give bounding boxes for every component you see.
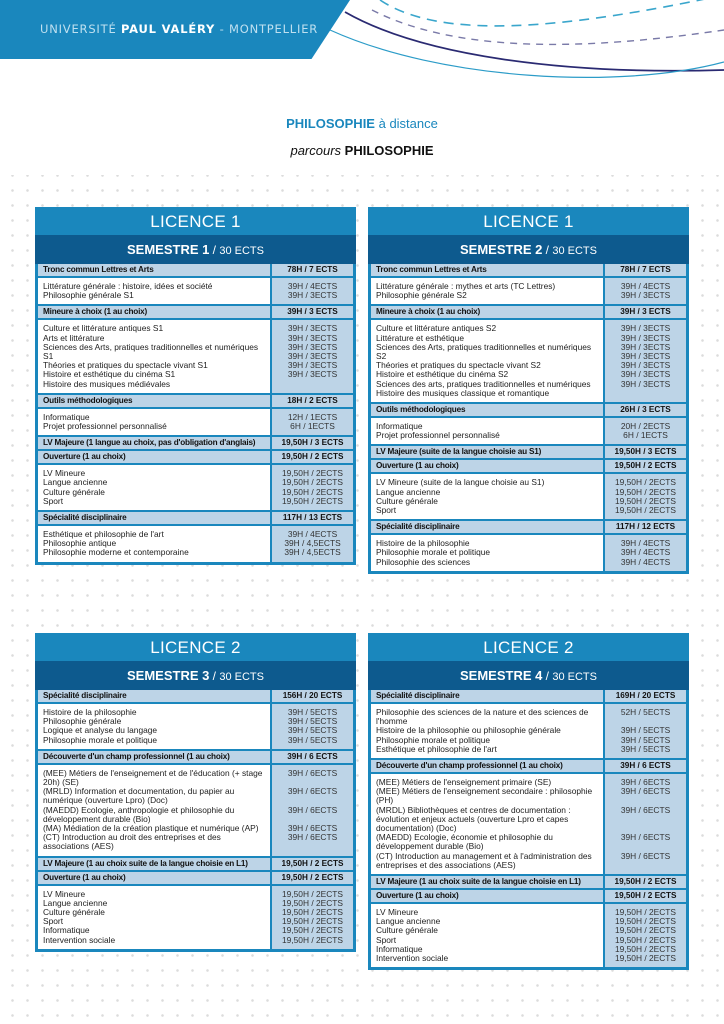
course-name: Sport bbox=[376, 934, 397, 945]
semester-title: SEMESTRE 3 / 30 ECTS bbox=[35, 661, 356, 690]
section-total: 19,50H / 2 ECTS bbox=[270, 872, 353, 884]
section-courses bbox=[38, 463, 353, 510]
course-name: Projet professionnel personnalisé bbox=[376, 430, 500, 441]
course-hours-ects: 39H / 3ECTS bbox=[620, 369, 671, 380]
section-header bbox=[38, 449, 353, 463]
course-list bbox=[371, 418, 603, 444]
semester-ects: 30 ECTS bbox=[552, 671, 597, 683]
section-title: LV Majeure (1 langue au choix, pas d'obligation d'anglais) bbox=[43, 438, 256, 448]
section-title: Mineure à choix (1 au choix) bbox=[376, 307, 481, 317]
course-name: Histoire de la philosophie ou philosophie générale bbox=[376, 725, 561, 736]
course-list bbox=[371, 774, 603, 874]
course-hours-ects: 19,50H / 2ECTS bbox=[282, 907, 343, 918]
course-hours-ects: 39H / 6ECTS bbox=[287, 804, 338, 815]
course-hours-ects: 39H / 6ECTS bbox=[620, 786, 671, 797]
section-header bbox=[371, 264, 686, 276]
course-name: (MRLD) Information et documentation, du papier au numérique (ouverture Lpro) (Doc) bbox=[43, 786, 235, 806]
section-header bbox=[38, 856, 353, 870]
course-name: Informatique bbox=[376, 421, 423, 432]
course-hours-ects: 39H / 5ECTS bbox=[620, 734, 671, 745]
course-list bbox=[38, 886, 270, 949]
section-title: Spécialité disciplinaire bbox=[43, 691, 127, 700]
course-hours-ects: 39H / 3ECTS bbox=[287, 360, 338, 371]
course-list bbox=[371, 474, 603, 519]
course-hours-ects: 39H / 5ECTS bbox=[287, 725, 338, 736]
course-hours-ects: 39H / 6ECTS bbox=[287, 832, 338, 843]
course-name: Histoire de la philosophie bbox=[376, 538, 470, 549]
course-values bbox=[603, 535, 686, 571]
section-header bbox=[371, 690, 686, 702]
section-header bbox=[38, 870, 353, 884]
semester-table bbox=[368, 207, 689, 574]
section-courses bbox=[371, 772, 686, 874]
course-list bbox=[38, 704, 270, 749]
course-hours-ects: 19,50H / 2ECTS bbox=[282, 486, 343, 497]
course-hours-ects: 39H / 3ECTS bbox=[620, 360, 671, 371]
course-name: Philosophie des sciences de la nature et des sciences de l'homme bbox=[376, 707, 589, 727]
section-header bbox=[371, 444, 686, 458]
course-list bbox=[38, 320, 270, 392]
course-values bbox=[603, 278, 686, 304]
course-hours-ects: 39H / 5ECTS bbox=[620, 743, 671, 754]
course-name: Histoire de la philosophie bbox=[43, 707, 137, 717]
section-total: 169H / 20 ECTS bbox=[603, 690, 686, 702]
course-values bbox=[603, 774, 686, 874]
section-header bbox=[371, 402, 686, 416]
course-hours-ects: 39H / 4ECTS bbox=[620, 281, 671, 291]
course-name: Philosophie moderne et contemporaine bbox=[43, 547, 189, 558]
course-name: Informatique bbox=[43, 925, 90, 936]
semester-name: SEMESTRE 3 bbox=[126, 668, 210, 683]
course-name: (MEE) Métiers de l'enseignement et de l'éducation (+ stage 20h) (SE) bbox=[43, 767, 263, 788]
course-name: Sciences des Arts, pratiques traditionnelles et numériques S2 bbox=[376, 341, 592, 362]
course-name: Théories et pratiques du spectacle vivant S1 bbox=[43, 360, 208, 371]
course-name: Philosophie générale S1 bbox=[43, 290, 134, 301]
course-hours-ects: 39H / 6ECTS bbox=[287, 822, 338, 833]
course-hours-ects: 19,50H / 2ECTS bbox=[615, 505, 676, 515]
course-hours-ects: 39H / 3ECTS bbox=[287, 369, 338, 380]
course-hours-ects: 39H / 3ECTS bbox=[620, 341, 671, 352]
section-courses bbox=[371, 902, 686, 967]
course-name: Sciences des arts, pratiques traditionnelles et numériques bbox=[376, 378, 591, 389]
course-name: Sciences des Arts, pratiques traditionnelles et numériques S1 bbox=[43, 341, 259, 362]
section-header bbox=[371, 304, 686, 318]
course-name: Philosophie des sciences bbox=[376, 556, 471, 567]
course-name: LV Mineure bbox=[43, 888, 86, 899]
university-prefix: UNIVERSITÉ bbox=[40, 22, 121, 36]
course-hours-ects: 39H / 4ECTS bbox=[620, 556, 671, 567]
parcours-title bbox=[0, 143, 724, 158]
course-name: Culture et littérature antiques S1 bbox=[43, 323, 164, 334]
section-title: Découverte d'un champ professionnel (1 au choix) bbox=[43, 751, 230, 761]
course-hours-ects: 39H / 3ECTS bbox=[620, 290, 671, 301]
course-list bbox=[371, 535, 603, 571]
course-name: Informatique bbox=[43, 411, 90, 422]
course-name: Philosophie morale et politique bbox=[43, 734, 158, 745]
licence-title: LICENCE 2 bbox=[150, 638, 241, 657]
course-name: Littérature générale : mythes et arts (TC Lettres) bbox=[376, 281, 556, 291]
course-name: (CT) Introduction au management et à l'administration des entreprises et des associations (AES) bbox=[376, 850, 592, 870]
section-total: 117H / 12 ECTS bbox=[603, 521, 686, 533]
university-suffix: - MONTPELLIER bbox=[215, 22, 319, 36]
semester-name: SEMESTRE 4 bbox=[459, 668, 543, 683]
section-total: 18H / 2 ECTS bbox=[270, 395, 353, 407]
course-name: Histoire et esthétique du cinéma S2 bbox=[376, 369, 509, 380]
section-title: LV Majeure (suite de la langue choisie au S1) bbox=[376, 447, 542, 457]
course-name: Esthétique et philosophie de l'art bbox=[376, 743, 497, 754]
licence-title: LICENCE 1 bbox=[150, 212, 241, 231]
section-header bbox=[38, 435, 353, 449]
course-values bbox=[603, 704, 686, 758]
course-name: Littérature générale : histoire, idées et société bbox=[43, 281, 213, 291]
course-list bbox=[371, 704, 603, 758]
course-values bbox=[270, 320, 353, 392]
course-hours-ects: 19,50H / 2ECTS bbox=[615, 495, 676, 506]
section-total: 19,50H / 3 ECTS bbox=[603, 446, 686, 458]
course-name: Culture et littérature antiques S2 bbox=[376, 323, 497, 334]
licence-title: LICENCE 1 bbox=[483, 212, 574, 231]
course-hours-ects: 39H / 4ECTS bbox=[287, 281, 338, 291]
course-values bbox=[270, 278, 353, 304]
course-hours-ects: 19,50H / 2ECTS bbox=[615, 952, 676, 963]
course-hours-ects: 6H / 1ECTS bbox=[623, 430, 668, 441]
course-hours-ects: 39H / 5ECTS bbox=[287, 716, 338, 727]
program-name: PHILOSOPHIE bbox=[286, 116, 375, 131]
course-hours-ects: 39H / 3ECTS bbox=[287, 290, 338, 301]
course-name: Philosophie générale S2 bbox=[376, 290, 467, 301]
course-name: LV Mineure bbox=[43, 468, 86, 479]
course-hours-ects: 19,50H / 2ECTS bbox=[282, 934, 343, 945]
section-total: 19,50H / 2 ECTS bbox=[270, 858, 353, 870]
course-list bbox=[38, 409, 270, 435]
section-courses bbox=[371, 533, 686, 571]
section-header bbox=[371, 519, 686, 533]
section-header bbox=[38, 510, 353, 524]
course-name: Histoire et esthétique du cinéma S1 bbox=[43, 369, 176, 380]
section-title: LV Majeure (1 au choix suite de la langue choisie en L1) bbox=[43, 858, 248, 868]
course-values bbox=[270, 704, 353, 749]
course-list bbox=[38, 278, 270, 304]
course-values bbox=[270, 526, 353, 562]
semester-title: SEMESTRE 2 / 30 ECTS bbox=[368, 235, 689, 264]
course-name: (MAEDD) Ecologie, anthropologie et philosophie du développement durable (Bio) bbox=[43, 804, 235, 824]
section-header bbox=[38, 304, 353, 318]
course-list bbox=[38, 765, 270, 856]
course-name: Culture générale bbox=[376, 925, 438, 936]
course-name: Philosophie générale bbox=[43, 716, 122, 727]
course-hours-ects: 12H / 1ECTS bbox=[287, 411, 338, 422]
course-hours-ects: 39H / 4,5ECTS bbox=[284, 547, 341, 558]
course-hours-ects: 19,50H / 2ECTS bbox=[282, 897, 343, 908]
course-hours-ects: 39H / 6ECTS bbox=[620, 832, 671, 843]
course-hours-ects: 39H / 4ECTS bbox=[287, 529, 338, 540]
course-hours-ects: 39H / 3ECTS bbox=[620, 332, 671, 343]
course-name: Théories et pratiques du spectacle vivant S2 bbox=[376, 360, 541, 371]
section-total: 19,50H / 2 ECTS bbox=[603, 460, 686, 472]
course-name: (MRDL) Bibliothèques et centres de documentation : évolution et enjeux actuels (ouverture Lpro et capes documentation) (Doc) bbox=[376, 804, 571, 834]
course-list bbox=[38, 526, 270, 562]
section-courses bbox=[38, 763, 353, 856]
course-name: Langue ancienne bbox=[43, 897, 108, 908]
course-name: Langue ancienne bbox=[376, 486, 441, 497]
semester-table bbox=[35, 633, 356, 952]
course-name: Culture générale bbox=[43, 907, 105, 918]
course-hours-ects: 19,50H / 2ECTS bbox=[282, 888, 343, 899]
decorative-curves-icon bbox=[0, 0, 724, 90]
section-total: 78H / 7 ECTS bbox=[603, 264, 686, 276]
section-total: 39H / 3 ECTS bbox=[270, 306, 353, 318]
section-courses bbox=[38, 884, 353, 949]
course-name: Culture générale bbox=[376, 495, 438, 506]
semester-ects: 30 ECTS bbox=[219, 245, 264, 257]
course-name: Logique et analyse du langage bbox=[43, 725, 158, 736]
section-total: 19,50H / 2 ECTS bbox=[603, 890, 686, 902]
course-name: Philosophie antique bbox=[43, 538, 117, 549]
section-title: Découverte d'un champ professionnel (1 au choix) bbox=[376, 761, 563, 771]
section-total: 117H / 13 ECTS bbox=[270, 512, 353, 524]
section-title: Spécialité disciplinaire bbox=[376, 691, 460, 700]
section-title: Ouverture (1 au choix) bbox=[376, 461, 459, 471]
course-values bbox=[270, 465, 353, 510]
course-hours-ects: 39H / 3ECTS bbox=[620, 323, 671, 334]
course-name: Esthétique et philosophie de l'art bbox=[43, 529, 164, 540]
semester-name: SEMESTRE 2 bbox=[459, 242, 543, 257]
section-title: Outils méthodologiques bbox=[376, 405, 466, 415]
course-name: (MAEDD) Ecologie, économie et philosophie du développement durable (Bio) bbox=[376, 832, 553, 852]
course-hours-ects: 39H / 4,5ECTS bbox=[284, 538, 341, 549]
section-courses bbox=[38, 702, 353, 749]
course-values bbox=[603, 474, 686, 519]
section-header bbox=[371, 758, 686, 772]
section-title: Mineure à choix (1 au choix) bbox=[43, 307, 148, 317]
section-title: Spécialité disciplinaire bbox=[43, 513, 127, 523]
parcours-label: parcours bbox=[290, 143, 345, 158]
course-hours-ects: 39H / 6ECTS bbox=[287, 767, 338, 778]
course-hours-ects: 39H / 5ECTS bbox=[287, 707, 338, 717]
course-hours-ects: 52H / 5ECTS bbox=[620, 707, 671, 717]
course-values bbox=[603, 418, 686, 444]
course-name: (MEE) Métiers de l'enseignement secondaire : philosophie (PH) bbox=[376, 786, 593, 806]
section-courses bbox=[371, 276, 686, 304]
course-name: LV Mineure (suite de la langue choisie au S1) bbox=[376, 477, 545, 488]
course-hours-ects: 39H / 3ECTS bbox=[620, 378, 671, 389]
section-total: 19,50H / 3 ECTS bbox=[270, 437, 353, 449]
course-hours-ects: 39H / 5ECTS bbox=[620, 725, 671, 736]
section-courses bbox=[38, 318, 353, 392]
course-hours-ects: 39H / 6ECTS bbox=[620, 777, 671, 788]
section-title: Ouverture (1 au choix) bbox=[43, 872, 126, 882]
semester-name: SEMESTRE 1 bbox=[126, 242, 210, 257]
course-values bbox=[603, 320, 686, 402]
semester-title: SEMESTRE 4 / 30 ECTS bbox=[368, 661, 689, 690]
course-hours-ects: 19,50H / 2ECTS bbox=[615, 925, 676, 936]
course-hours-ects: 19,50H / 2ECTS bbox=[282, 495, 343, 506]
course-values bbox=[270, 409, 353, 435]
section-total: 39H / 3 ECTS bbox=[603, 306, 686, 318]
course-name: (MA) Médiation de la création plastique et numérique (AP) bbox=[43, 823, 259, 834]
section-title: Tronc commun Lettres et Arts bbox=[43, 265, 154, 274]
course-name: Informatique bbox=[376, 943, 423, 954]
section-header bbox=[38, 690, 353, 702]
course-name: Sport bbox=[376, 505, 397, 516]
section-courses bbox=[38, 407, 353, 435]
section-total: 26H / 3 ECTS bbox=[603, 404, 686, 416]
course-hours-ects: 39H / 5ECTS bbox=[287, 734, 338, 745]
section-courses bbox=[371, 702, 686, 758]
section-total: 39H / 6 ECTS bbox=[270, 751, 353, 763]
section-total: 78H / 7 ECTS bbox=[270, 264, 353, 276]
course-name: Intervention sociale bbox=[43, 934, 116, 945]
course-name: Projet professionnel personnalisé bbox=[43, 421, 167, 432]
course-hours-ects: 39H / 6ECTS bbox=[620, 804, 671, 815]
course-name: Langue ancienne bbox=[376, 916, 441, 927]
course-list bbox=[371, 320, 603, 402]
course-name: Arts et littérature bbox=[43, 332, 105, 343]
course-hours-ects: 39H / 4ECTS bbox=[620, 547, 671, 558]
course-hours-ects: 39H / 6ECTS bbox=[620, 850, 671, 861]
section-header bbox=[371, 874, 686, 888]
course-name: Philosophie morale et politique bbox=[376, 547, 491, 558]
licence-title: LICENCE 2 bbox=[483, 638, 574, 657]
course-name: Sport bbox=[43, 495, 64, 506]
course-hours-ects: 39H / 3ECTS bbox=[620, 350, 671, 361]
course-hours-ects: 19,50H / 2ECTS bbox=[282, 925, 343, 936]
course-hours-ects: 19,50H / 2ECTS bbox=[282, 916, 343, 927]
course-hours-ects: 19,50H / 2ECTS bbox=[282, 477, 343, 488]
course-hours-ects: 39H / 3ECTS bbox=[287, 323, 338, 334]
course-name: Littérature et esthétique bbox=[376, 332, 464, 343]
section-title: LV Majeure (1 au choix suite de la langue choisie en L1) bbox=[376, 877, 581, 887]
course-hours-ects: 20H / 2ECTS bbox=[620, 421, 671, 432]
section-total: 19,50H / 2 ECTS bbox=[270, 451, 353, 463]
section-title: Spécialité disciplinaire bbox=[376, 522, 460, 532]
section-header bbox=[38, 749, 353, 763]
semester-table bbox=[368, 633, 689, 970]
semester-ects: 30 ECTS bbox=[552, 245, 597, 257]
section-courses bbox=[38, 276, 353, 304]
section-title: Ouverture (1 au choix) bbox=[43, 452, 126, 462]
course-name: (MEE) Métiers de l'enseignement primaire (SE) bbox=[376, 777, 552, 788]
course-values bbox=[270, 886, 353, 949]
course-hours-ects: 19,50H / 2ECTS bbox=[615, 943, 676, 954]
section-header bbox=[371, 888, 686, 902]
course-hours-ects: 39H / 6ECTS bbox=[287, 786, 338, 797]
university-name: PAUL VALÉRY bbox=[120, 22, 216, 36]
course-hours-ects: 39H / 3ECTS bbox=[287, 341, 338, 352]
section-title: Outils méthodologiques bbox=[43, 395, 133, 405]
course-name: Philosophie morale et politique bbox=[376, 734, 491, 745]
section-courses bbox=[38, 524, 353, 562]
course-name: Culture générale bbox=[43, 486, 105, 497]
semester-title: SEMESTRE 1 / 30 ECTS bbox=[35, 235, 356, 264]
course-list bbox=[371, 904, 603, 967]
course-hours-ects: 6H / 1ECTS bbox=[290, 421, 335, 432]
course-hours-ects: 39H / 3ECTS bbox=[287, 350, 338, 361]
course-hours-ects: 19,50H / 2ECTS bbox=[615, 477, 676, 488]
course-name: (CT) Introduction au droit des entreprises et des associations (AES) bbox=[43, 832, 221, 852]
parcours-name: PHILOSOPHIE bbox=[344, 143, 434, 158]
course-name: Sport bbox=[43, 916, 64, 927]
course-list bbox=[38, 465, 270, 510]
section-header bbox=[38, 264, 353, 276]
course-hours-ects: 19,50H / 2ECTS bbox=[615, 486, 676, 497]
course-values bbox=[603, 904, 686, 967]
course-name: Histoire des musiques classique et romantique bbox=[376, 387, 550, 398]
course-name: Intervention sociale bbox=[376, 953, 449, 964]
section-courses bbox=[371, 318, 686, 402]
course-hours-ects: 19,50H / 2ECTS bbox=[282, 468, 343, 479]
course-hours-ects: 39H / 4ECTS bbox=[620, 538, 671, 549]
course-hours-ects: 39H / 3ECTS bbox=[287, 332, 338, 343]
course-list bbox=[371, 278, 603, 304]
section-title: Ouverture (1 au choix) bbox=[376, 891, 459, 901]
section-courses bbox=[371, 416, 686, 444]
section-title: Tronc commun Lettres et Arts bbox=[376, 265, 487, 274]
course-hours-ects: 19,50H / 2ECTS bbox=[615, 907, 676, 918]
section-total: 156H / 20 ECTS bbox=[270, 690, 353, 702]
program-title bbox=[0, 116, 724, 131]
program-mode: à distance bbox=[374, 116, 438, 131]
section-total: 19,50H / 2 ECTS bbox=[603, 876, 686, 888]
course-name: Langue ancienne bbox=[43, 477, 108, 488]
course-name: LV Mineure bbox=[376, 907, 419, 918]
course-name: Histoire des musiques médiévales bbox=[43, 378, 171, 389]
section-courses bbox=[371, 472, 686, 519]
section-total: 39H / 6 ECTS bbox=[603, 760, 686, 772]
course-hours-ects: 19,50H / 2ECTS bbox=[615, 934, 676, 945]
semester-table bbox=[35, 207, 356, 565]
section-header bbox=[38, 393, 353, 407]
course-hours-ects: 19,50H / 2ECTS bbox=[615, 916, 676, 927]
semester-ects: 30 ECTS bbox=[219, 671, 264, 683]
section-header bbox=[371, 458, 686, 472]
course-values bbox=[270, 765, 353, 856]
